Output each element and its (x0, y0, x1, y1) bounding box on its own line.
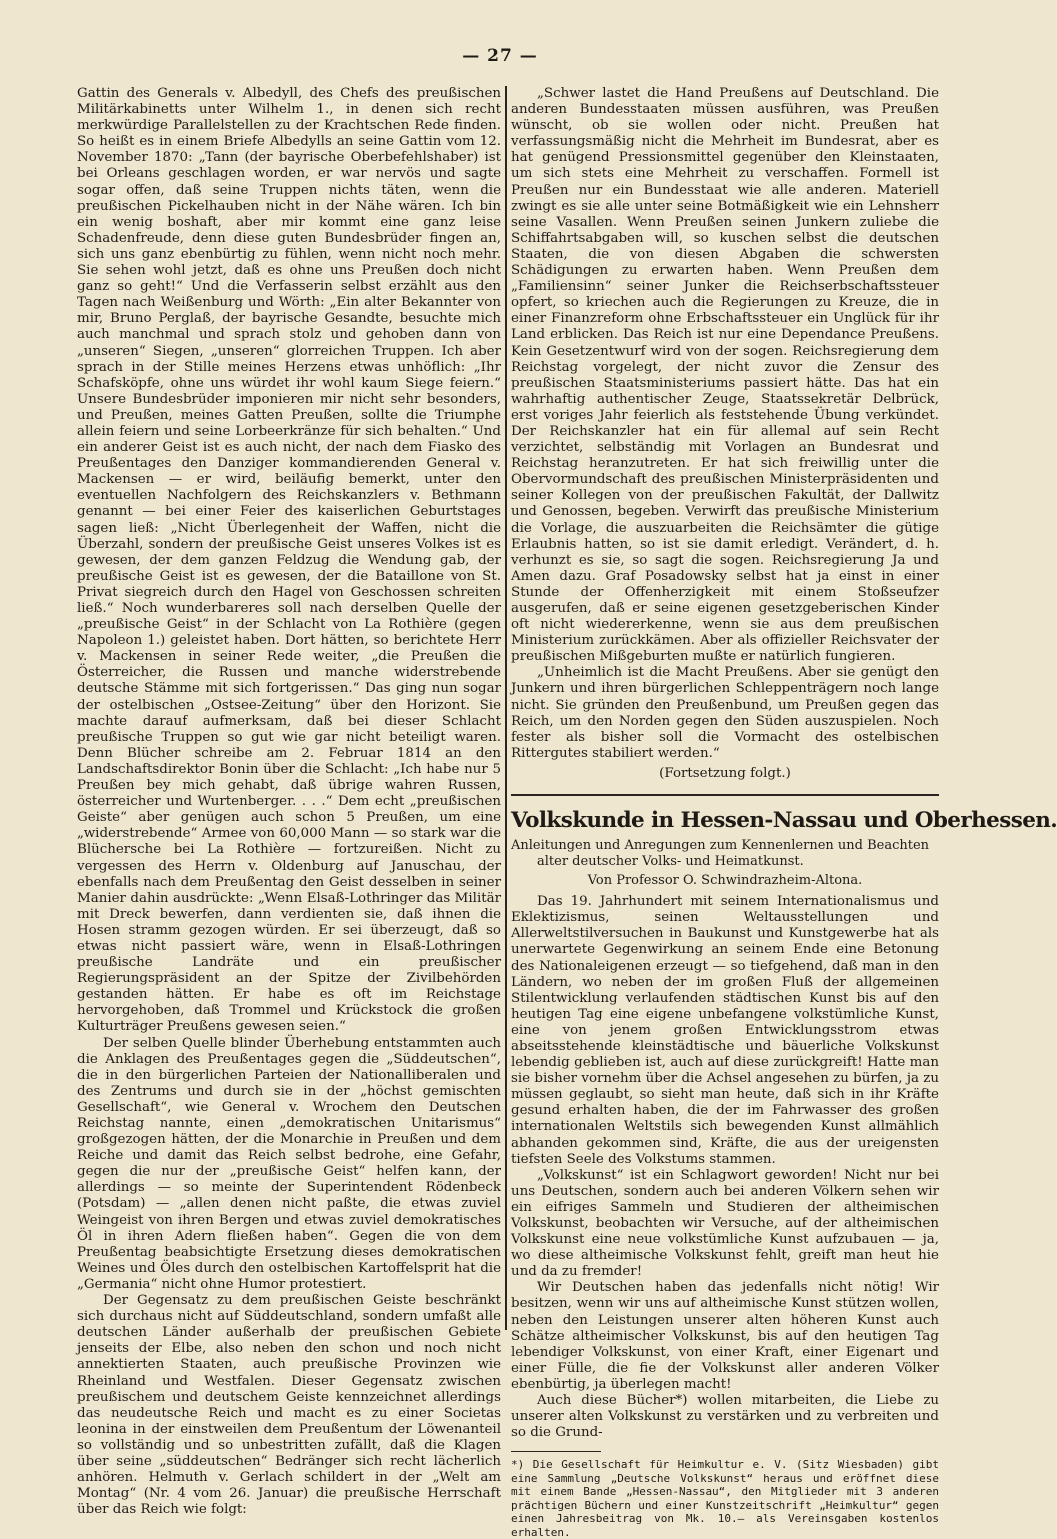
article-paragraph-3: Wir Deutschen haben das jedenfalls nicht nötig! Wir besitzen, wenn wir uns auf altheimische Kunst stützen wollen, neben den Leistungen unserer alten höheren Kunst auch Schätze altheimischer Volkskunst, bis auf den heutigen Tag lebendiger Volkskunst, von einer Kraft, einer Eigenart und einer Fülle, die fie der Volkskunst aller anderen Völker ebenbürtig, ja überlegen macht! (511, 1280, 939, 1392)
article-byline: Von Professor O. Schwindrazheim-Altona. (587, 873, 863, 889)
left-paragraph-2: Der selben Quelle blinder Überhebung entstammten auch die Anklagen des Preußentages gegen die „Süddeutschen“, die in den bürgerlichen Parteien der Nationalliberalen und des Zentrums und durch sie in der „höchst gemischten Gesellschaft“, wie General v. Wrochem den Deutschen Reichstag nannte, einen „demokratischen Unitarismus“ großgezogen hätten, der die Monarchie in Preußen und dem Reiche und damit das Reich selbst bedrohe, eine Gefahr, gegen die nur der „preußische Geist“ helfen kann, der allerdings — so meinte der Superintendent Rödenbeck (Potsdam) — „allen denen nicht paßte, die etwas zuviel Weingeist von ihren Bergen und etwas zuviel demokratisches Öl in ihren Adern fließen haben“. Gegen die von dem Preußentag beabsichtigte Ersetzung dieses demokratischen Weines und Öles durch den ostelbischen Kartoffelsprit hat die „Germania“ nicht ohne Humor protestiert. (77, 1035, 501, 1292)
column-divider (505, 86, 507, 1330)
left-column (77, 86, 501, 1518)
left-paragraph-1: Gattin des Generals v. Albedyll, des Chefs des preußischen Militärkabinetts unter Wilhelm 1., in denen sich recht merkwürdige Parallelstellen zu der Krachtschen Rede finden. So heißt es in einem Briefe Albedylls an seine Gattin vom 12. November 1870: „Tann (der bayrische Oberbefehlshaber) ist bei Orleans geschlagen worden, er war nervös und sagte sogar offen, daß seine Truppen nichts täten, wenn die preußischen Pickelhauben nicht in der Nähe wären. Ich bin ein wenig boshaft, aber mir kommt eine ganz leise Schadenfreude, denn diese guten Bundesbrüder fingen an, sich uns ganz ebenbürtig zu fühlen, wenn nicht noch mehr. Sie sehen wohl jetzt, daß es ohne uns Preußen doch nicht ganz so geht!“ Und die Verfasserin selbst erzählt aus den Tagen nach Weißenburg und Wörth: „Ein alter Bekannter von mir, Bruno Perglaß, der bayrische Gesandte, besuchte mich auch manchmal und sprach stolz und gehoben dann von „unseren“ Siegen, „unseren“ glorreichen Truppen. Ich aber sprach in der Stille meines Herzens etwas unhöflich: „Ihr Schafsköpfe, ohne uns würdet ihr wohl kaum Siege feiern.“ Unsere Bundesbrüder imponieren mir nicht sehr besonders, und Preußen, meines Gatten Preußen, sollte die Triumphe allein feiern und seine Lorbeerkränze für sich behalten.“ Und ein anderer Geist ist es auch nicht, der nach dem Fiasko des Preußentages den Danziger kommandierenden General v. Mackensen — er wird, beiläufig bemerkt, unter den eventuellen Nachfolgern des Reichskanzlers v. Bethmann genannt — bei einer Feier des kaiserlichen Geburtstages sagen ließ: „Nicht Überlegenheit der Waffen, nicht die Überzahl, sondern der preußische Geist unseres Volkes ist es gewesen, der dem ganzen Feldzug die Wendung gab, der preußische Geist ist es gewesen, der die Bataillone von St. Privat siegreich durch den Hagel von Geschossen schreiten ließ.“ Noch wunderbareres soll nach derselben Quelle der „preußische Geist“ in der Schlacht von La Rothière (gegen Napoleon 1.) geleistet haben. Dort hätten, so berichtete Herr v. Mackensen in seiner Rede weiter, „die Preußen die Österreicher, die Russen und manche widerstrebende deutsche Stämme mit sich fortgerissen.“ Das ging nun sogar der ostelbischen „Ostsee-Zeitung“ über den Horizont. Sie machte darauf aufmerksam, daß bei dieser Schlacht preußische Truppen so gut wie gar nicht beteiligt waren. Denn Blücher schreibe am 2. Februar 1814 an den Landschaftsdirektor Bonin über die Schlacht: „Ich habe nur 5 Preußen bey mich gehabt, daß übrige wahren Russen, österreicher und Wurtenberger. . . .“ Dem echt „preußischen Geiste“ aber genügen auch schon 5 Preußen, um eine „widerstrebende“ Armee von 60,000 Mann — so stark war die Blüchersche bei La Rothière — fortzureißen. Nicht zu vergessen des Herrn v. Oldenburg auf Januschau, der ebenfalls nach dem Preußentag den Geist desselben in seiner Manier dahin ausdrückte: „Wenn Elsaß-Lothringer das Militär mit Dreck bewerfen, dann verdienten sie, daß ihnen die Hosen stramm gezogen würden. Er sei überzeugt, daß so etwas nicht passiert wäre, wenn in Elsaß-Lothringen preußische Landräte und ein preußischer Regierungspräsident an der Spitze der Zivilbehörden gestanden hätten. Er habe es oft im Reichstage hervorgehoben, daß Trommel und Krückstock die großen Kulturträger Preußens gewesen seien.“ (77, 86, 501, 1035)
footnote-divider (511, 1451, 601, 1452)
left-paragraph-3: Der Gegensatz zu dem preußischen Geiste beschränkt sich durchaus nicht auf Süddeutschland, sondern umfaßt alle deutschen Länder außerhalb der preußischen Gebiete jenseits der Elbe, also neben den schon und noch nicht annektierten Staaten, auch preußische Provinzen wie Rheinland und Westfalen. Dieser Gegensatz zwischen preußischem und deutschem Geiste kennzeichnet allerdings das neudeutsche Reich und macht es zu einer Societas leonina in der einstweilen dem Preußentum der Löwenanteil so vollständig und so unbestritten zufällt, daß die Klagen über seine „süddeutschen“ Bedränger sich recht lächerlich anhören. Helmuth v. Gerlach schildert in der „Welt am Montag“ (Nr. 4 vom 26. Januar) die preußische Herrschaft über das Reich wie folgt: (77, 1293, 501, 1518)
footnote: *) Die Gesellschaft für Heimkultur e. V. (Sitz Wiesbaden) gibt eine Sammlung „Deutsche Volkskunst“ heraus und eröffnet diese mit einem Bande „Hessen-Nassau“, den Mitglieder mit 3 anderen prächtigen Büchern und einer Kunstzeitschrift „Heimkultur“ gegen einen Jahresbeitrag von Mk. 10.— als Vereinsgaben kostenlos erhalten. (511, 1458, 939, 1539)
article-paragraph-4: Auch diese Bücher*) wollen mitarbeiten, die Liebe zu unserer alten Volkskunst zu verstärken und zu verbreiten und so die Grund- (511, 1393, 939, 1441)
section-divider (511, 794, 939, 796)
page-number: — 27 — (462, 46, 538, 66)
article-title: Volkskunde in Hessen-Nassau und Oberhessen. (511, 808, 1057, 834)
right-paragraph-1: „Schwer lastet die Hand Preußens auf Deutschland. Die anderen Bundesstaaten müssen ausführen, was Preußen wünscht, ob sie wollen oder nicht. Preußen hat verfassungsmäßig nicht die Mehrheit im Bundesrat, aber es hat genügend Pressionsmittel gegenüber den Kleinstaaten, um sich stets eine Mehrheit zu verschaffen. Formell ist Preußen nur ein Bundesstaat wie alle anderen. Materiell zwingt es sie alle unter seine Botmäßigkeit wie ein Lehnsherr seine Vasallen. Wenn Preußen seinen Junkern zuliebe die Schiffahrtsabgaben will, so kuschen selbst die deutschen Staaten, die von diesen Abgaben die schwersten Schädigungen zu erwarten haben. Wenn Preußen dem „Familiensinn“ seiner Junker die Reichserbschaftssteuer opfert, so kriechen auch die Regierungen zu Kreuze, die in einer Finanzreform ohne Erbschaftssteuer ein Unglück für ihr Land erblicken. Das Reich ist nur eine Dependance Preußens. Kein Gesetzentwurf wird von der sogen. Reichsregierung dem Reichstag vorgelegt, der nicht zuvor die Zensur des preußischen Staatsministeriums passiert hätte. Das hat ein wahrhaftig authentischer Zeuge, Staatssekretär Delbrück, erst voriges Jahr feierlich als feststehende Übung verkündet. Der Reichskanzler hat ein für allemal auf sein Recht verzichtet, selbständig mit Vorlagen an Bundesrat und Reichstag heranzutreten. Er hat sich freiwillig unter die Obervormundschaft des preußischen Ministerpräsidenten und seiner Kollegen von der preußischen Fakultät, der Dallwitz und Genossen, begeben. Verwirft das preußische Ministerium die Vorlage, die auszuarbeiten die Reichsämter die gütige Erlaubnis hatten, so ist sie damit erledigt. Verändert, d. h. verhunzt es sie, so sagt die sogen. Reichsregierung Ja und Amen dazu. Graf Posadowsky selbst hat ja einst in einer Stunde der Offenherzigkeit mit einem Stoßseufzer ausgerufen, daß er seine eigenen gesetzgeberischen Kinder oft nicht wiedererkenne, wenn sie aus dem preußischen Ministerium zurückkämen. Aber als offizieller Reichsvater der preußischen Mißgeburten mußte er natürlich fungieren. (511, 86, 939, 665)
continuation-note: (Fortsetzung folgt.) (659, 765, 791, 781)
right-column (511, 86, 1057, 1539)
article-paragraph-2: „Volkskunst“ ist ein Schlagwort geworden! Nicht nur bei uns Deutschen, sondern auch bei anderen Völkern sehen wir ein eifriges Sammeln und Studieren der altheimischen Volkskunst, beobachten wir Versuche, auf der altheimischen Volkskunst eine neue volkstümliche Kunst aufzubauen — ja, wo diese altheimische Volkskunst fehlt, greift man heut hie und da zu fremder! (511, 1167, 939, 1280)
article-subtitle-line-2: alter deutscher Volks- und Heimatkunst. (537, 854, 804, 870)
article-paragraph-1: Das 19. Jahrhundert mit seinem Internationalismus und Eklektizismus, seinen Weltausstellungen und Allerweltstilversuchen in Baukunst und Kunstgewerbe hat als unerwartete Gegenwirkung an seinem Ende eine Betonung des Nationaleigenen erzeugt — so tiefgehend, daß man in den Ländern, wo neben der im großen Fluß der allgemeinen Stilentwicklung verlaufenden städtischen Kunst bis auf den heutigen Tag eine eigene unbefangene volkstümliche Kunst, eine von jenem großen Entwicklungsstrom etwas abseitsstehende kleinstädtische und bäuerliche Volkskunst lebendig geblieben ist, auch auf diese zurückgreift! Hatte man sie bisher vornehm über die Achsel angesehen zu bürfen, ja zu müssen geglaubt, so sieht man heute, daß sich in ihr Kräfte gesund erhalten haben, die der im Fahrwasser des großen internationalen Weltstils sich bewegenden Kunst allmählich abhanden gekommen sind, Kräfte, die aus der ureigensten tiefsten Seele des Volkstums stammen. (511, 894, 939, 1167)
right-paragraph-2: „Unheimlich ist die Macht Preußens. Aber sie genügt den Junkern und ihren bürgerlichen Schleppenträgern noch lange nicht. Sie gründen den Preußenbund, um Preußen gegen das Reich, um den Norden gegen den Süden auszuspielen. Noch fester als bisher soll die Vormacht des ostelbischen Rittergutes stabiliert werden.“ (511, 665, 939, 761)
article-subtitle-line-1: Anleitungen und Anregungen zum Kennenlernen und Beachten (511, 838, 930, 854)
